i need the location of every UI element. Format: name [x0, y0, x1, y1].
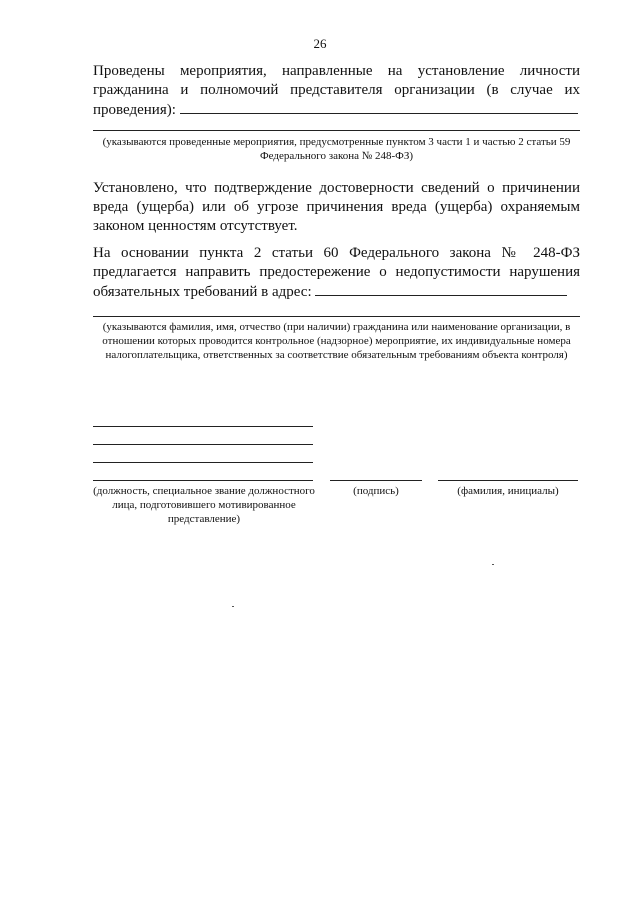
position-line-3 — [93, 462, 313, 463]
position-line-2 — [93, 444, 313, 445]
warning-paragraph — [93, 244, 580, 302]
measures-caption: (указываются проведенные мероприятия, предусмотренные пунктом 3 части 1 и частью 2 статьи 59 Федерального закона № 248-ФЗ) — [102, 136, 571, 162]
signature-caption: (подпись) — [353, 485, 399, 497]
measures-fill-line — [180, 100, 578, 114]
address-fill-line — [315, 282, 567, 296]
position-caption: (должность, специальное звание должностного лица, подготовившего мотивированное представление) — [93, 485, 315, 525]
finding-paragraph: Установлено, что подтверждение достоверности сведений о причинении вреда (ущерба) или об угрозе причинения вреда (ущерба) охраняемым законом ценностям отсутствует. — [93, 180, 580, 234]
position-line-1 — [93, 426, 313, 427]
position-line-4 — [93, 480, 313, 481]
signature-line — [330, 480, 422, 481]
measures-paragraph-text: Проведены мероприятия, направленные на установление личности гражданина и полномочий представителя организации (в случае их проведения): — [93, 63, 580, 118]
scan-speck — [232, 606, 234, 607]
scan-speck — [492, 564, 494, 565]
warning-paragraph-text: На основании пункта 2 статьи 60 Федерального закона № 248-ФЗ предлагается направить предостережение о недопустимости нарушения обязательных требований в адрес: — [93, 245, 580, 300]
page-number: 26 — [313, 36, 327, 51]
addressee-caption: (указываются фамилия, имя, отчество (при наличии) гражданина или наименование организации, в отношении которых проводится контрольное (надзорное) мероприятие, их индивидуальные номера налогоплательщика, ответственных за соответствие обязательным требованиям объекта контроля) — [102, 321, 571, 361]
measures-continuation-line — [93, 130, 580, 131]
name-caption: (фамилия, инициалы) — [457, 485, 559, 497]
address-continuation-line — [93, 316, 580, 317]
measures-paragraph — [93, 62, 580, 120]
name-line — [438, 480, 578, 481]
